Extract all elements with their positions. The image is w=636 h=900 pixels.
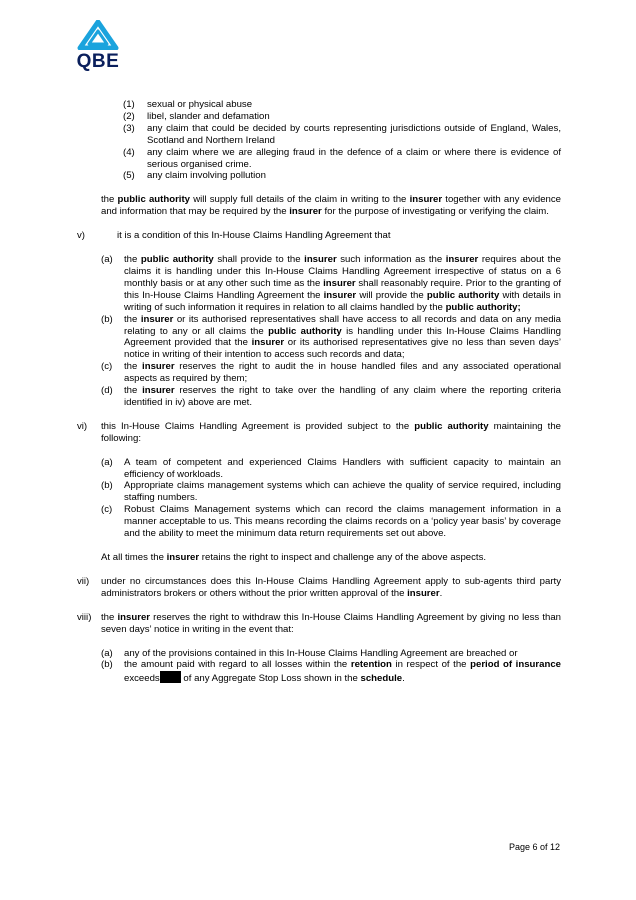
section-v: v) it is a condition of this In-House Claims Handling Agreement that <box>77 230 391 242</box>
page-number: Page 6 of 12 <box>508 842 560 852</box>
section-vii: vii) under no circumstances does this In-House Claims Handling Agreement apply to sub-agents third party administrators brokers or others without the prior written approval of the insurer. <box>77 575 561 599</box>
list-item: (3) any claim that could be decided by courts representing jurisdictions outside of England, Wales, Scotland and Northern Ireland <box>123 122 561 146</box>
exclusions-list <box>77 99 561 182</box>
section-v-item-b: (b) the insurer or its authorised representatives shall have access to all records and data on any media relating to any or all claims the public authority is handling under this In-House Claims Handling Agreement provided that the insurer or its authorised representatives give no less than seven days’ notice in writing of their intention to access such records and data; <box>101 313 562 361</box>
supply-paragraph: the public authority will supply full details of the claim in writing to the insurer together with any evidence and information that may be required by the insurer for the purpose of investigating or verifying the claim. <box>101 194 561 218</box>
list-item: (2) libel, slander and defamation <box>123 110 270 122</box>
qbe-triangle-icon <box>76 20 120 50</box>
section-v-item-c: (c) the insurer reserves the right to audit the in house handled files and any associated operational aspects as required by them; <box>101 361 561 385</box>
section-vi-item-b: (b) Appropriate claims management systems which can achieve the quality of service required, including staffing numbers. <box>101 480 561 504</box>
logo-text: QBE <box>76 51 120 72</box>
section-vi-closing: At all times the insurer retains the right to inspect and challenge any of the above aspects. <box>101 552 487 563</box>
qbe-logo <box>76 20 120 76</box>
document-body <box>77 99 561 685</box>
section-viii-item-a: (a) any of the provisions contained in this In-House Claims Handling Agreement are breached or <box>101 647 518 659</box>
section-vi: vi) this In-House Claims Handling Agreement is provided subject to the public authority maintaining the following: <box>77 420 562 444</box>
section-vi-item-c: (c) Robust Claims Management systems which can record the claims management information in a manner acceptable to us. This means recording the claims records on a ‘policy year basis’ by coverage and the ability to meet the minimum data return requirements set out above. <box>101 504 561 540</box>
section-vi-item-a: (a) A team of competent and experienced Claims Handlers with sufficient capacity to maintain an efficiency of workloads. <box>101 456 561 480</box>
section-v-item-d: (d) the insurer reserves the right to take over the handling of any claim where the reporting criteria identified in iv) above are met. <box>101 385 561 408</box>
section-viii-item-b: (b) the amount paid with regard to all losses within the retention in respect of the period of insurance exceeds of any Aggregate Stop Loss shown in the schedule. <box>101 659 561 685</box>
list-item: (1) sexual or physical abuse <box>123 99 253 110</box>
list-item: (4) any claim where we are alleging fraud in the defence of a claim or where there is evidence of serious organised crime. <box>123 146 561 170</box>
redaction-block <box>160 671 181 683</box>
section-viii: viii) the insurer reserves the right to withdraw this In-House Claims Handling Agreement by giving no less than seven days’ notice in writing in the event that: <box>77 611 561 635</box>
section-v-item-a: (a) the public authority shall provide to the insurer such information as the insurer requires about the claims it is handling under this In-House Claims Handling Agreement irrespective of status on a 6 monthly basis or at any other such time as the insurer shall reasonably require. Prior to the granting of this In-House Claims Handling Agreement the insurer will provide the public authority with details in writing of such information it requires in relation to all claims handled by the public authority; <box>101 254 562 313</box>
list-item: (5) any claim involving pollution <box>123 170 266 182</box>
